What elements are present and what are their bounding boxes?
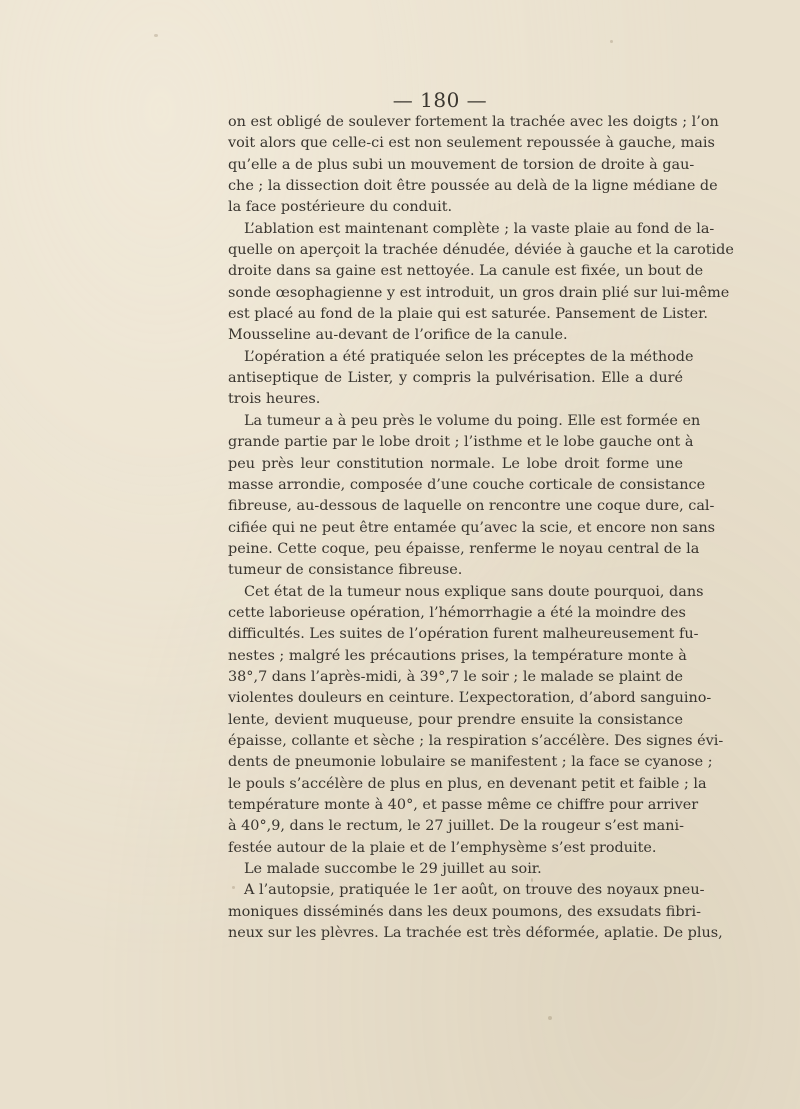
text-line: L’ablation est maintenant complète ; la vaste plaie au fond de la- — [244, 220, 715, 237]
text-line: trois heures. — [228, 391, 321, 408]
text-line: température monte à 40°, et passe même ce chiffre pour arriver — [228, 797, 699, 813]
page-number: — 180 — — [392, 88, 488, 112]
text-line: violentes douleurs en ceinture. L’expectoration, d’abord sanguino- — [228, 690, 712, 707]
text-line: A l’autopsie, pratiquée le 1er août, on trouve des noyaux pneu- — [244, 882, 705, 899]
text-line: festée autour de la plaie et de l’emphysème s’est produite. — [228, 839, 657, 856]
text-line: le pouls s’accélère de plus en plus, en devenant petit et faible ; la — [228, 775, 707, 792]
text-line: lente, devient muqueuse, pour prendre ensuite la consistance — [228, 711, 683, 728]
text-line: on est obligé de soulever fortement la trachée avec les doigts ; l’on — [228, 114, 719, 130]
text-line: nestes ; malgré les précautions prises, la température monte à — [228, 647, 687, 664]
text-line: est placé au fond de la plaie qui est saturée. Pansement de Lister. — [228, 306, 708, 323]
text-line: épaisse, collante et sèche ; la respiration s’accélère. Des signes évi- — [228, 732, 724, 749]
text-line: Cet état de la tumeur nous explique sans doute pourquoi, dans — [244, 583, 704, 600]
text-line: cette laborieuse opération, l’hémorrhagie a été la moindre des — [228, 604, 686, 621]
text-line: dents de pneumonie lobulaire se manifestent ; la face se cyanose ; — [228, 754, 713, 771]
body-text — [228, 112, 734, 944]
paper-spot — [548, 1016, 552, 1020]
text-line: La tumeur a à peu près le volume du poing. Elle est formée en — [244, 412, 701, 429]
text-line: à 40°,9, dans le rectum, le 27 juillet. De la rougeur s’est mani- — [228, 818, 684, 835]
text-line: grande partie par le lobe droit ; l’isthme et le lobe gauche ont à — [228, 434, 694, 451]
paper-spot — [154, 34, 158, 37]
text-line: sonde œsophagienne y est introduit, un gros drain plié sur lui-même — [228, 284, 730, 301]
text-line: peine. Cette coque, peu épaisse, renferme le noyau central de la — [228, 540, 700, 557]
text-line: quelle on aperçoit la trachée dénudée, déviée à gauche et la carotide — [228, 242, 734, 259]
text-line: moniques disséminés dans les deux poumons, des exsudats fibri- — [228, 903, 701, 920]
text-line: qu’elle a de plus subi un mouvement de torsion de droite à gau- — [228, 156, 695, 173]
text-line: droite dans sa gaine est nettoyée. La canule est fixée, un bout de — [228, 263, 704, 280]
text-line: Mousseline au-devant de l’orifice de la canule. — [228, 327, 568, 344]
text-line: Le malade succombe le 29 juillet au soir. — [244, 861, 542, 878]
text-line: peu près leur constitution normale. Le lobe droit forme une — [228, 455, 683, 472]
paper-spot — [610, 40, 613, 43]
text-line: L’opération a été pratiquée selon les préceptes de la méthode — [244, 348, 694, 365]
paper-spot — [232, 886, 235, 889]
text-line: voit alors que celle-ci est non seulement repoussée à gauche, mais — [228, 135, 715, 152]
text-line: antiseptique de Lister, y compris la pulvérisation. Elle a duré — [228, 370, 683, 387]
text-line: masse arrondie, composée d’une couche corticale de consistance — [228, 476, 706, 493]
text-line: difficultés. Les suites de l’opération furent malheureusement fu- — [228, 626, 699, 643]
text-line: cifiée qui ne peut être entamée qu’avec la scie, et encore non sans — [228, 519, 716, 536]
paper-spot — [531, 878, 533, 882]
text-line: tumeur de consistance fibreuse. — [228, 562, 463, 579]
text-line: neux sur les plèvres. La trachée est très déformée, aplatie. De plus, — [228, 925, 723, 942]
text-line: 38°,7 dans l’après-midi, à 39°,7 le soir ; le malade se plaint de — [228, 668, 684, 685]
text-line: fibreuse, au-dessous de laquelle on rencontre une coque dure, cal- — [228, 498, 715, 515]
text-line: che ; la dissection doit être poussée au delà de la ligne médiane de — [228, 178, 718, 195]
text-line: la face postérieure du conduit. — [228, 199, 453, 216]
